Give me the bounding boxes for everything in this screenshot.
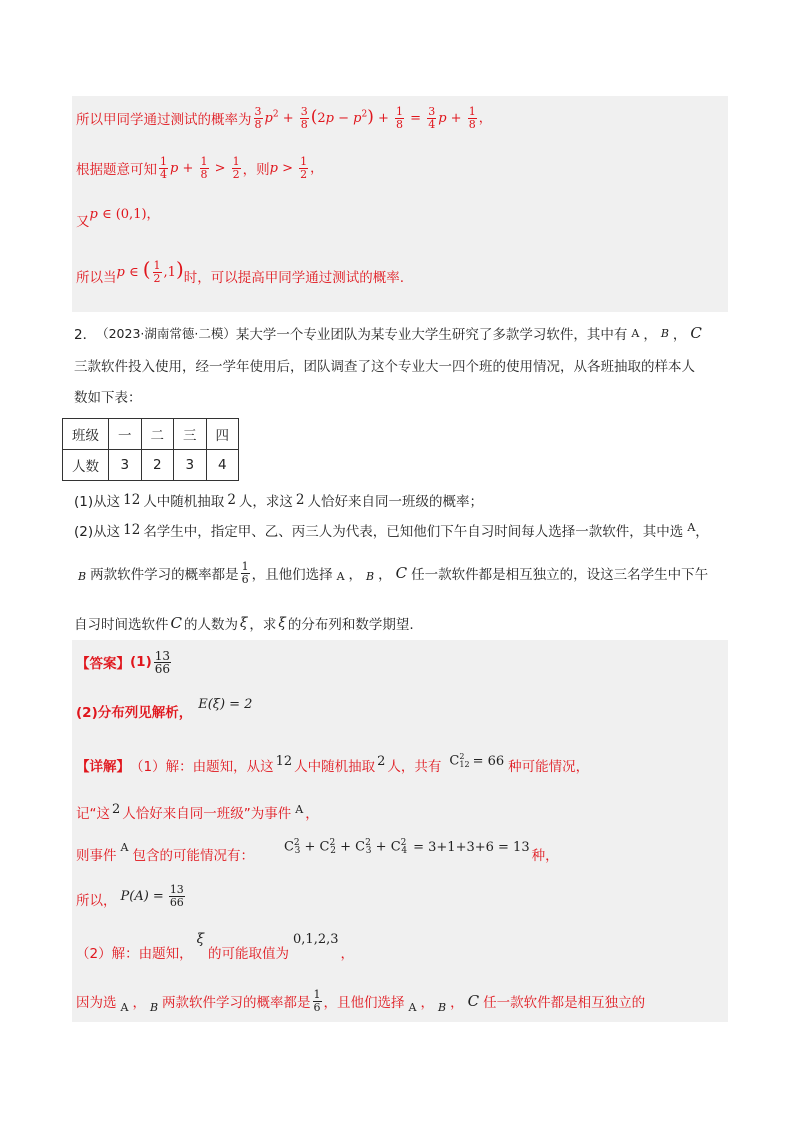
xi-symbol: ξ (196, 931, 205, 947)
detail-3-b: 包含的可能情况有： (132, 848, 254, 864)
q2-line3-d: 的分布列和数学期望. (287, 617, 414, 633)
q2-line3-c: ，求 (249, 617, 277, 633)
letter-A: A (120, 840, 129, 854)
table-cell: 3 (109, 450, 142, 481)
prev-line-2-result: p > $\frac{1}{2}$ ， (269, 154, 324, 181)
xi-symbol: ξ (239, 615, 248, 631)
answer-label: 【答案】 (76, 656, 130, 672)
probability-A (121, 884, 187, 909)
prev-line-1-text: 所以甲同学通过测试的概率为 (76, 112, 252, 128)
combinations-sum: $C^2_3 + C^2_2 + C^2_3 + C^2_4$ (283, 837, 408, 857)
problem-source: （2023·湖南常德·二模） (96, 326, 236, 341)
xi-values: 0,1,2,3 (293, 931, 339, 947)
detail-2-c: ， (305, 806, 319, 822)
prev-line-4-tail: 时，可以提高甲同学通过测试的概率. (183, 270, 405, 286)
detail-1-k: 2 (377, 753, 386, 769)
q1-k2: 2 (295, 492, 305, 508)
question-1 (74, 489, 483, 511)
detail-3-expr: = 3+1+3+6 = 13 (413, 839, 530, 855)
detail-1-b: 人中随机抽取 (294, 759, 376, 775)
letter-A: A (120, 1000, 129, 1014)
detail-line-6: 因为选 A ， B 两款软件学习的概率都是 $\frac{1}{6}$ ，且他们选择 A ， B ， C 任一款软件都是相互独立的 (76, 987, 646, 1014)
letter-B: B (366, 569, 375, 583)
probability-A-lhs: P(A) = (120, 888, 164, 904)
q1-tail: 人恰好来自同一班级的概率； (307, 494, 483, 510)
detail-3-a: 则事件 (76, 848, 117, 864)
detail-6-d: 任一款软件都是相互独立的 (483, 995, 646, 1011)
q1-mid: 人中随机抽取 (143, 494, 225, 510)
answer-line-1 (76, 644, 173, 680)
letter-A: A (631, 326, 640, 340)
detail-5-c: ， (340, 946, 355, 962)
detail-2-b: 人恰好来自同一班级”为事件 (122, 806, 292, 822)
problem2-line-2-text: 三款软件投入使用，经一学年使用后，团队调查了这个专业大一四个班的使用情况，从各班抽取的样本人 (74, 359, 695, 375)
question-2-line-3 (74, 612, 414, 634)
fraction-denominator: 66 (154, 661, 171, 676)
q1-n: 12 (123, 492, 141, 508)
class-sample-table (62, 418, 239, 481)
prev-line-2 (76, 152, 323, 184)
table-header-cell: 班级 (63, 419, 109, 450)
detail-1-n: 12 (275, 753, 293, 769)
detail-1-c: 人，共有 (387, 759, 442, 775)
fraction-denominator: 66 (169, 895, 184, 909)
letter-A: A (408, 1000, 417, 1014)
detail-4-a: 所以， (76, 893, 117, 909)
q2-line2-a: 两款软件学习的概率都是 (90, 567, 239, 583)
detail-3-c: 种， (531, 848, 559, 864)
detail-line-4 (76, 878, 187, 914)
detail-line-3 (76, 832, 559, 866)
answer-2-text: (2)分布列见解析， (76, 705, 193, 721)
detail-1-a: （1）解：由题知，从这 (130, 759, 274, 775)
detail-line-1 (76, 752, 589, 778)
letter-B: B (660, 326, 669, 340)
letter-A: A (295, 802, 304, 816)
xi-symbol: ξ (278, 615, 286, 631)
detail-2-k: 2 (112, 801, 121, 817)
letter-C: C (170, 614, 182, 632)
prev-line-2-then: ，则 (242, 162, 270, 178)
prev-line-3-formula: p ∈ (0,1)， (89, 206, 160, 222)
table-header-cell: 二 (141, 419, 174, 450)
detail-6-a: 因为选 (76, 995, 117, 1011)
detail-1-d: 种可能情况， (508, 759, 590, 775)
table-cell: 2 (141, 450, 174, 481)
table-header-cell: 三 (174, 419, 207, 450)
q2-line2-c: 任一款软件都是相互独立的，设这三名学生中下午 (411, 567, 709, 583)
q1-prefix: (1)从这 (74, 494, 121, 510)
problem2-line-2 (74, 354, 695, 376)
table-cell: 人数 (63, 450, 109, 481)
prev-line-1-formula: $\frac{3}{8}$ $p^2$ + $\frac{3}{8}$ $(2p - p^2)$ + $\frac{1}{8}$ = $\frac{3}{4}$ p + $\frac{1}{8}$ ， (254, 104, 492, 131)
q2-line2-b: ，且他们选择 (251, 567, 333, 583)
question-2-line-1: (2)从这 12 名学生中，指定甲、乙、丙三人为代表，已知他们下午自习时间每人选择一款软件，其中选 A ， (74, 520, 709, 540)
letter-A: A (687, 520, 696, 534)
letter-B: B (149, 1000, 159, 1014)
detail-line-5 (76, 928, 354, 964)
table-header-cell: 一 (109, 419, 142, 450)
detail-6-b: 两款软件学习的概率都是 (162, 995, 311, 1011)
detail-label: 【详解】 (76, 759, 130, 775)
answer-1-fraction (154, 650, 171, 675)
problem2-line-3-text: 数如下表： (74, 390, 142, 406)
fraction-one-sixth: $\frac{1}{6}$ (241, 559, 249, 586)
q2-prefix: (2)从这 (74, 524, 121, 540)
answer-2-expectation: E(ξ) = 2 (198, 696, 253, 712)
letter-B: B (78, 569, 87, 583)
problem-number: 2． (74, 327, 97, 343)
prev-line-2-ineq: $\frac{1}{4}$ p + $\frac{1}{8}$ > $\frac{1}{2}$ (160, 154, 240, 181)
table-cell: 4 (206, 450, 239, 481)
q1-k: 2 (227, 492, 236, 508)
combination-12-2: C 2 12 (449, 752, 470, 769)
q2-n: 12 (123, 522, 141, 538)
letter-A: A (336, 569, 345, 583)
fraction-numerator: 13 (169, 882, 184, 896)
detail-line-2 (76, 800, 319, 824)
table-cell: 3 (174, 450, 207, 481)
problem2-line-1-text: 某大学一个专业团队为某专业大学生研究了多款学习软件，其中有 (235, 327, 628, 343)
table-row (63, 419, 239, 450)
detail-1-expr: = 66 (472, 753, 505, 769)
q2-line3-a: 自习时间选软件 (74, 617, 169, 633)
detail-2-a: 记“这 (76, 806, 110, 822)
problem2-line-1: 2． （2023·湖南常德·二模） 某大学一个专业团队为某专业大学生研究了多款学习软件，其中有 A ， B ， C (74, 324, 702, 343)
detail-6-c: ，且他们选择 (323, 995, 405, 1011)
fraction-one-sixth: $\frac{1}{6}$ (313, 987, 321, 1014)
prev-line-3-text: 又 (76, 214, 90, 230)
q2-line3-b: 的人数为 (183, 617, 238, 633)
table-row (63, 450, 239, 481)
fraction-numerator: 13 (154, 648, 171, 663)
q2-mid: 名学生中，指定甲、乙、丙三人为代表，已知他们下午自习时间每人选择一款软件，其中选 (143, 524, 684, 540)
problem2-line-3 (74, 385, 142, 407)
detail-5-b: 的可能取值为 (208, 946, 290, 962)
letter-C: C (467, 992, 480, 1010)
prev-line-4-interval: p ∈ ( $\frac{1}{2}$ ,1) (116, 257, 184, 285)
letter-C: C (395, 564, 408, 582)
letter-C: C (690, 324, 702, 342)
answer-line-2 (76, 694, 252, 720)
letter-B: B (438, 1000, 447, 1014)
table-header-cell: 四 (206, 419, 239, 450)
prev-line-4-text: 所以当 (76, 270, 117, 286)
answer-1-prefix: (1) (130, 654, 152, 670)
question-2-line-2: B 两款软件学习的概率都是 $\frac{1}{6}$ ，且他们选择 A ， B ， C 任一款软件都是相互独立的，设这三名学生中下午 (78, 559, 709, 586)
detail-5-a: （2）解：由题知， (76, 946, 193, 962)
q1-mid2: 人，求这 (238, 494, 293, 510)
prev-line-4 (76, 254, 404, 288)
prev-line-1 (76, 102, 492, 134)
prev-line-3 (76, 204, 160, 228)
prev-line-2-text: 根据题意可知 (76, 162, 157, 178)
